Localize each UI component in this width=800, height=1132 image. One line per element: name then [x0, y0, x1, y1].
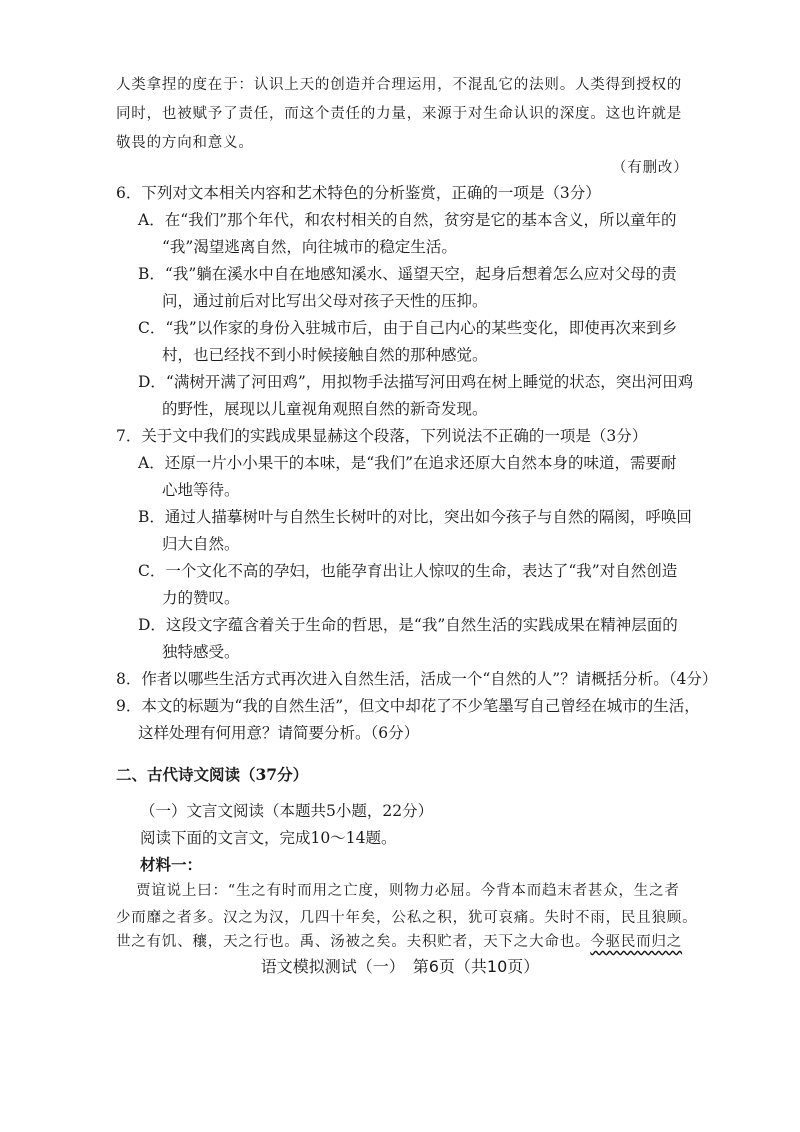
- q6-option-d-line1: D．“满树开满了河田鸡”，用拟物手法描写河田鸡在树上睡觉的状态，突出河田鸡: [138, 373, 694, 391]
- q6-option-b-line1: B．“我”躺在溪水中自在地感知溪水、遥望天空，起身后想着怎么应对父母的责: [138, 265, 677, 283]
- passage-line-3: 敬畏的方向和意义。: [116, 135, 254, 151]
- q6-option-b-line2: 问，通过前后对比写出父母对孩子天性的压抑。: [162, 292, 488, 310]
- passage-line-1: 人类拿捏的度在于：认识上天的创造并合理运用，不混乱它的法则。人类得到授权的: [116, 77, 683, 93]
- subsection-heading: （一）文言文阅读（本题共5小题，22分）: [140, 802, 434, 820]
- q7-option-c-line1: C．一个文化不高的孕妇，也能孕育出让人惊叹的生命，表达了“我”对自然创造: [138, 562, 678, 580]
- classical-line-3-text: 世之有饥、穰，天之行也。禹、汤被之矣。夫积贮者，天下之大命也。: [116, 934, 591, 950]
- q7-option-c-line2: 力的赞叹。: [162, 589, 240, 607]
- q7-option-b-line2: 归大自然。: [162, 535, 240, 553]
- section-heading: 二、古代诗文阅读（37分）: [116, 765, 309, 784]
- classical-line-1: 贾谊说上曰：“生之有时而用之亡度，则物力必屈。今背本而趋末者甚众，生之者: [136, 883, 680, 899]
- q6-option-c-line1: C．“我”以作家的身份入驻城市后，由于自己内心的某些变化，即使再次来到乡: [138, 319, 678, 337]
- q9-stem-line1: 9．本文的标题为“我的自然生活”，但文中却花了不少笔墨写自己曾经在城市的生活，: [116, 697, 700, 715]
- q6-option-a-line1: A．在“我们”那个年代，和农村相关的自然，贫穷是它的基本含义，所以童年的: [138, 211, 677, 229]
- source-note: （有删改）: [612, 160, 689, 176]
- q6-option-c-line2: 村，也已经找不到小时候接触自然的那种感觉。: [162, 346, 488, 364]
- classical-line-3: [116, 931, 682, 953]
- q7-option-d-line1: D．这段文字蕴含着关于生命的哲思，是“我”自然生活的实践成果在精神层面的: [138, 616, 678, 634]
- reading-instruction: 阅读下面的文言文，完成10～14题。: [140, 829, 397, 847]
- q7-stem: 7．关于文中我们的实践成果显赫这个段落，下列说法不正确的一项是（3分）: [116, 427, 648, 445]
- q7-option-a-line1: A．还原一片小小果干的本味，是“我们”在追求还原大自然本身的味道，需要耐: [138, 454, 677, 472]
- q7-option-a-line2: 心地等待。: [162, 481, 240, 499]
- classical-line-2: 少而靡之者多。汉之为汉，几四十年矣，公私之积，犹可哀痛。失时不雨，民且狼顾。: [116, 910, 698, 926]
- material-label: 材料一：: [140, 855, 203, 874]
- passage-line-2: 同时，也被赋予了责任，而这个责任的力量，来源于对生命认识的深度。这也许就是: [116, 106, 683, 122]
- q6-option-d-line2: 的野性，展现以儿童视角观照自然的新奇发现。: [162, 400, 488, 418]
- q9-stem-line2: 这样处理有何用意？请简要分析。（6分）: [138, 724, 420, 742]
- q7-option-d-line2: 独特感受。: [162, 643, 240, 661]
- page-footer: 语文模拟测试（一） 第6页（共10页）: [260, 957, 540, 976]
- q7-option-b-line1: B．通过人描摹树叶与自然生长树叶的对比，突出如今孩子与自然的隔阂，呼唤回: [138, 508, 692, 526]
- q6-option-a-line2: “我”渴望逃离自然，向往城市的稳定生活。: [162, 238, 457, 256]
- q8-stem: 8．作者以哪些生活方式再次进入自然生活，活成一个“自然的人”？请概括分析。（4分）: [116, 670, 718, 688]
- q6-stem: 6．下列对文本相关内容和艺术特色的分析鉴赏，正确的一项是（3分）: [116, 184, 601, 202]
- wavy-underlined-text: 今驱民而归之: [590, 934, 683, 950]
